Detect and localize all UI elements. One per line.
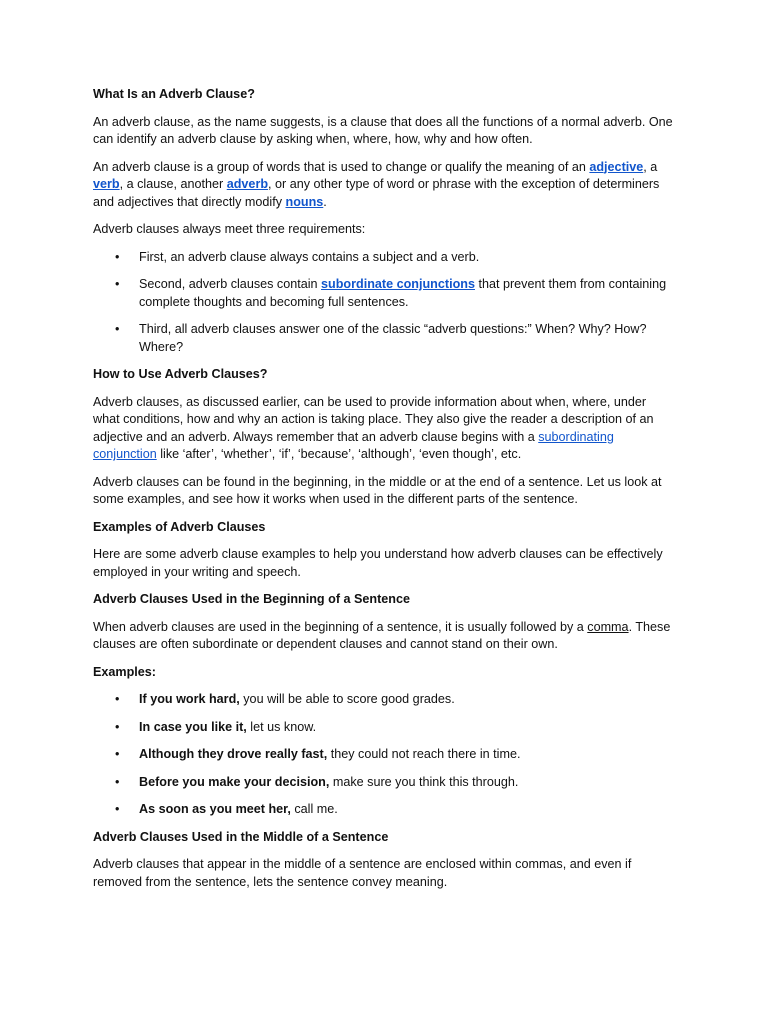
example-rest: let us know. (246, 719, 317, 734)
list-item (93, 774, 674, 792)
text: , or any other type of word or phrase with the exception of determiners and adjectives that directly modify (93, 177, 660, 209)
bullet-icon: • (115, 774, 120, 789)
list-item-text: Third, all adverb clauses answer one of the classic “adverb questions:” When? Why? How? Where? (139, 322, 647, 354)
heading-how-to-use: How to Use Adverb Clauses? (93, 367, 268, 381)
paragraph-adverb-clause-meaning (93, 159, 674, 212)
requirements-list (93, 249, 674, 357)
examples-label (93, 664, 674, 682)
examples-list (93, 691, 674, 819)
heading-beginning-of-sentence: Adverb Clauses Used in the Beginning of a Sentence (93, 592, 411, 606)
list-item (93, 719, 674, 737)
text: When adverb clauses are used in the beginning of a sentence, it is usually followed by a (93, 619, 588, 634)
text: . These clauses are often subordinate or dependent clauses and cannot stand on their own. (93, 619, 671, 651)
text: Adverb clauses, as discussed earlier, can be used to provide information about when, where, under what conditions, how and why an action is taking place. They also give the reader a description of an adjective and an adverb. Always remember that an adverb clause begins with a (93, 394, 654, 444)
bullet-icon: • (115, 322, 120, 336)
example-rest: call me. (290, 802, 338, 816)
example-rest: they could not reach there in time. (327, 747, 521, 761)
text: , a (643, 159, 658, 174)
bullet-icon: • (115, 692, 120, 706)
paragraph-examples-intro: Here are some adverb clause examples to help you understand how adverb clauses can be effectively employed in your writing and speech. (93, 547, 663, 579)
list-item (93, 691, 674, 709)
paragraph-requirements-intro: Adverb clauses always meet three requirements: (93, 222, 366, 236)
list-item-text: that prevent them from containing complete thoughts and becoming full sentences. (139, 277, 667, 309)
paragraph-usage (93, 394, 674, 464)
list-item (93, 276, 674, 311)
heading-what-is-adverb-clause: What Is an Adverb Clause? (93, 87, 255, 101)
example-clause: Before you make your decision, (139, 774, 330, 789)
list-item-text: First, an adverb clause always contains a subject and a verb. (139, 249, 480, 264)
paragraph-beginning (93, 619, 674, 654)
example-rest: make sure you think this through. (329, 774, 519, 789)
link-subordinate-conjunctions[interactable]: subordinate conjunctions (321, 277, 475, 291)
paragraph-positions: Adverb clauses can be found in the beginning, in the middle or at the end of a sentence. Let us look at some examples, and see how it works when used in the different parts of the sentence. (93, 474, 662, 506)
example-clause: In case you like it, (139, 719, 247, 734)
text: like ‘after’, ‘whether’, ‘if’, ‘because’, ‘although’, ‘even though’, etc. (156, 447, 522, 461)
link-adverb[interactable]: adverb (226, 177, 269, 191)
text: An adverb clause is a group of words that is used to change or qualify the meaning of an (93, 159, 590, 174)
text: , a clause, another (119, 177, 227, 191)
bullet-icon: • (115, 802, 120, 816)
list-item (93, 801, 674, 819)
list-item (93, 321, 674, 356)
bullet-icon: • (115, 249, 120, 264)
comma-underlined-text: comma (587, 619, 629, 634)
examples-label-text: Examples: (93, 664, 156, 679)
heading-middle-of-sentence: Adverb Clauses Used in the Middle of a Sentence (93, 829, 389, 844)
paragraph-middle: Adverb clauses that appear in the middle of a sentence are enclosed within commas, and even if removed from the sentence, lets the sentence convey meaning. (93, 857, 632, 889)
heading-examples: Examples of Adverb Clauses (93, 519, 266, 534)
list-item (93, 746, 674, 764)
link-subordinating-conjunction[interactable]: subordinating conjunction (93, 429, 614, 461)
link-verb[interactable]: verb (93, 177, 120, 191)
list-item-text: Second, adverb clauses contain (139, 277, 322, 291)
bullet-icon: • (115, 719, 120, 734)
example-clause: As soon as you meet her, (139, 802, 291, 816)
example-rest: you will be able to score good grades. (239, 692, 455, 706)
bullet-icon: • (115, 277, 120, 291)
link-nouns[interactable]: nouns (285, 194, 324, 209)
example-clause: If you work hard, (139, 692, 240, 706)
link-adjective[interactable]: adjective (589, 159, 644, 174)
list-item (93, 249, 674, 267)
bullet-icon: • (115, 747, 120, 761)
example-clause: Although they drove really fast, (139, 747, 328, 761)
text: . (323, 194, 327, 209)
paragraph-definition: An adverb clause, as the name suggests, is a clause that does all the functions of a normal adverb. One can identify an adverb clause by asking when, where, how, why and how often. (93, 114, 673, 146)
